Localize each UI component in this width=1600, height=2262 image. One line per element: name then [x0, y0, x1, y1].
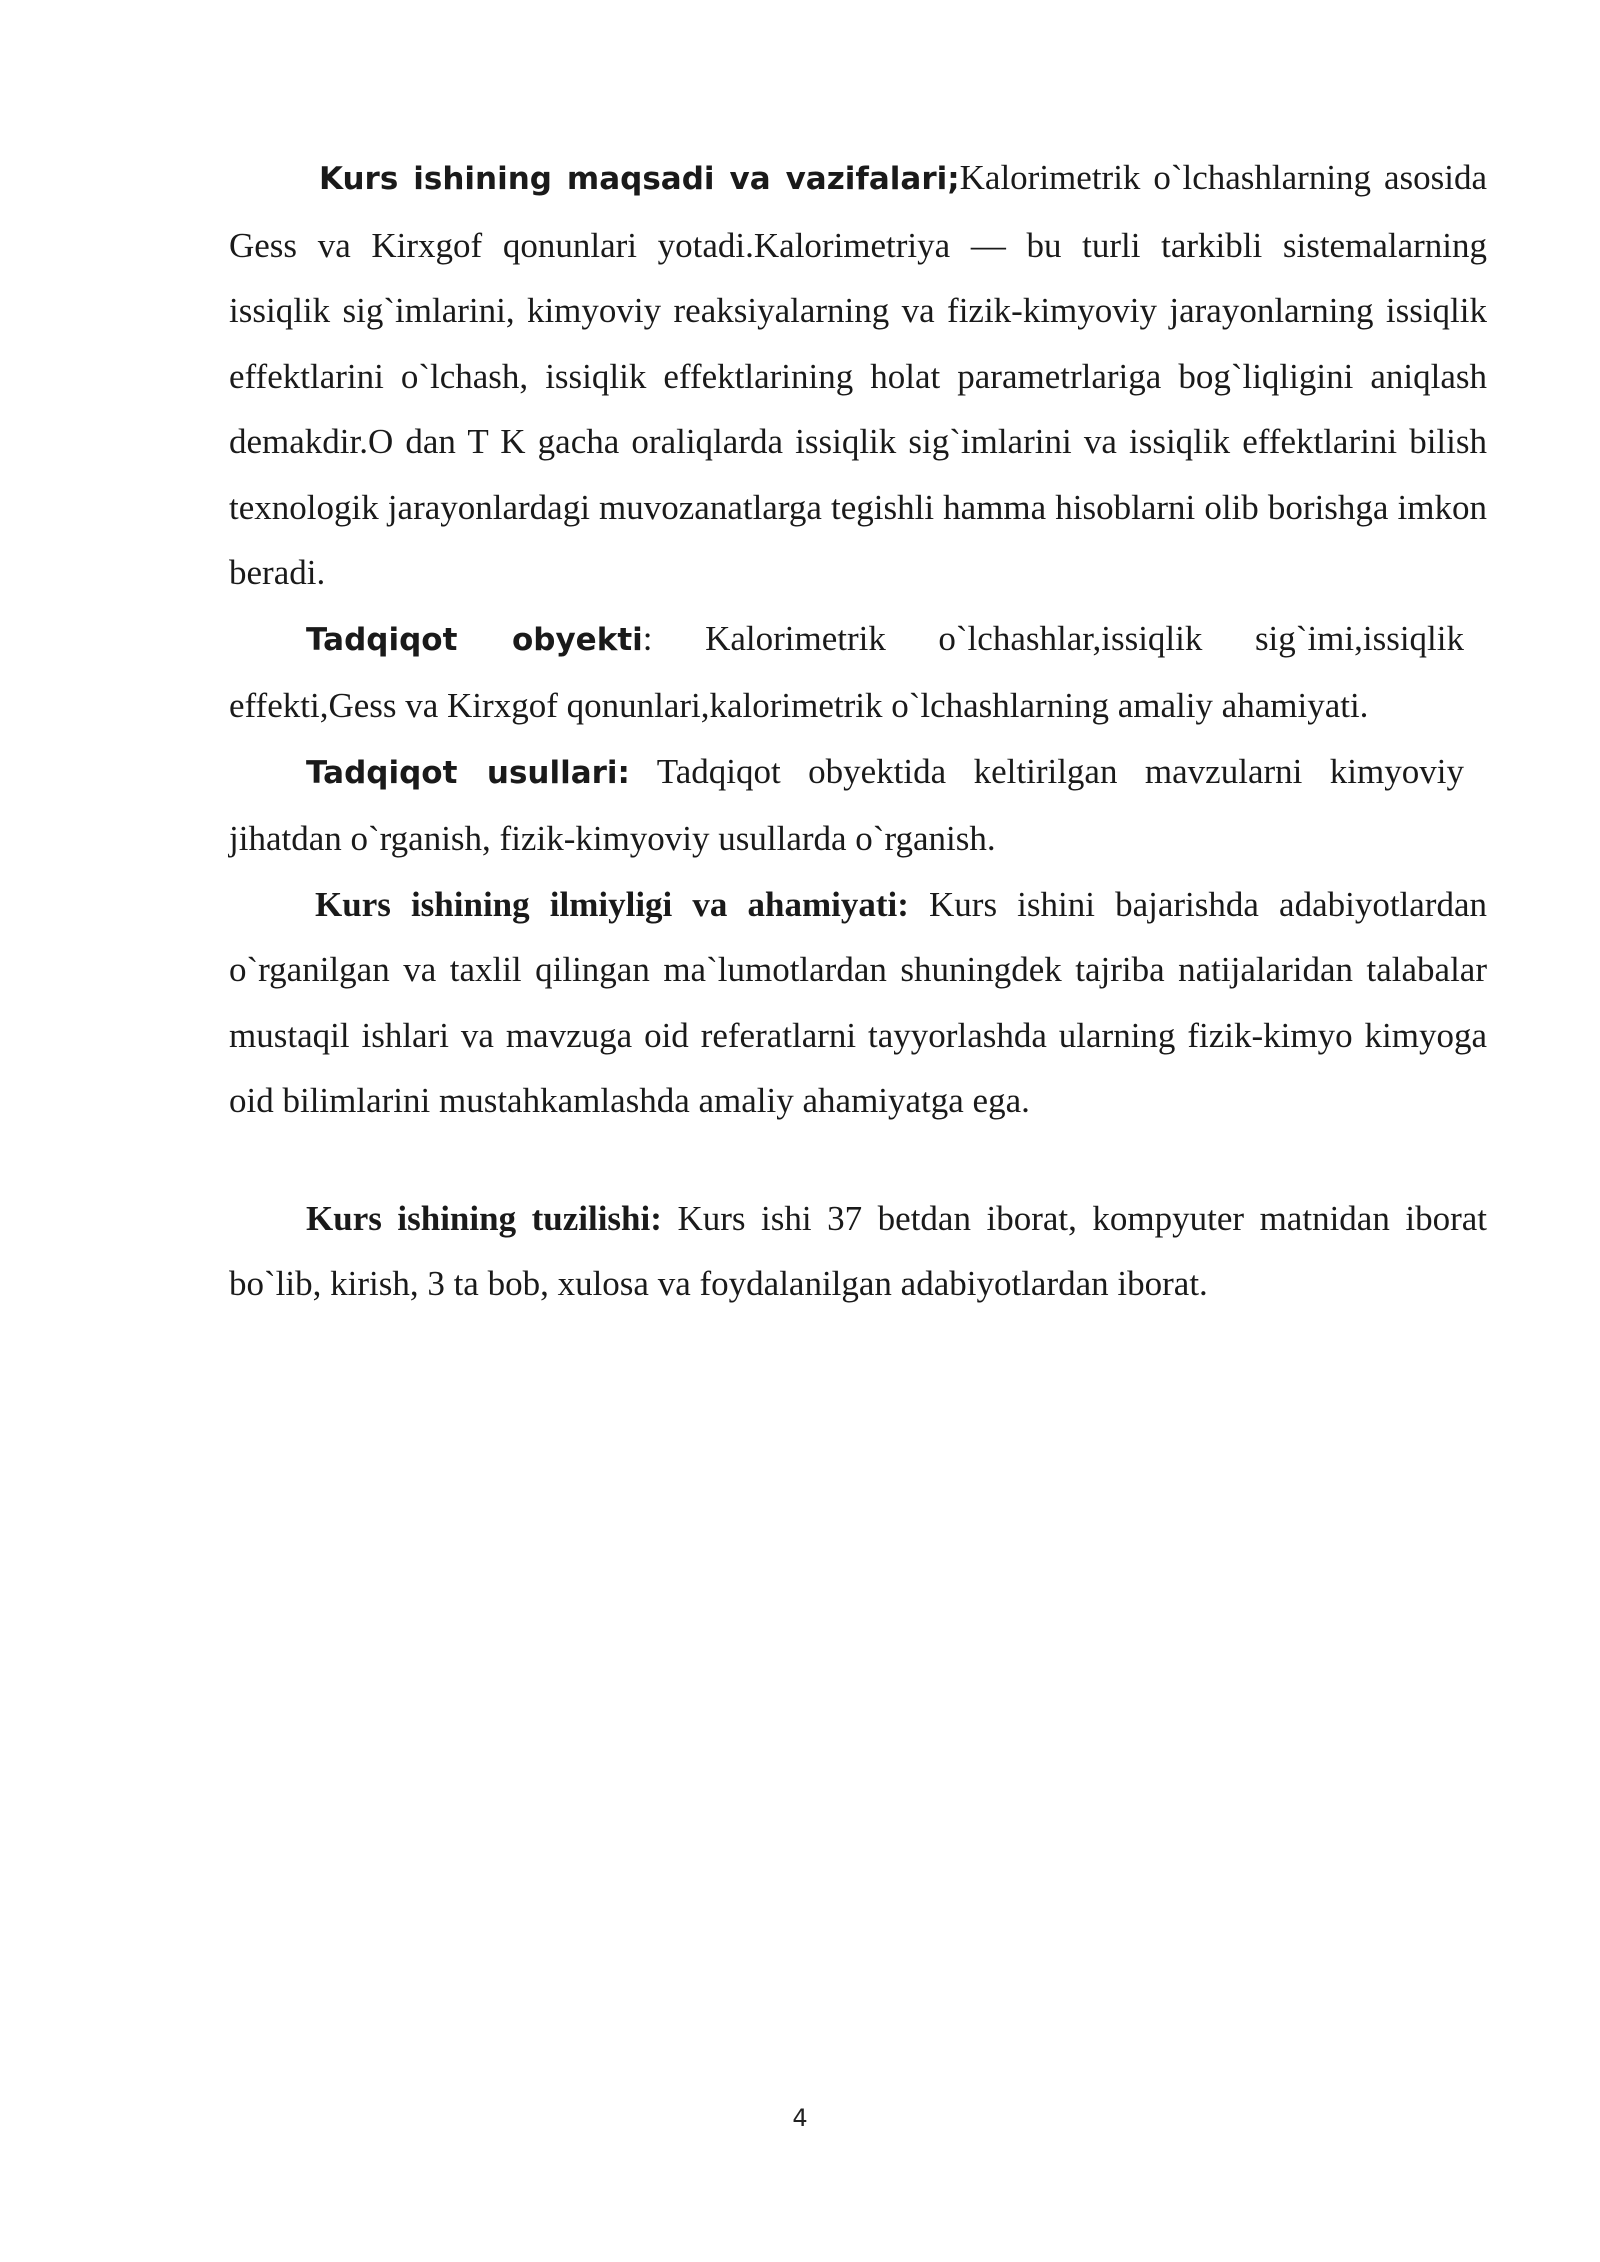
paragraph-research-methods — [229, 739, 1464, 872]
page-number: 4 — [792, 2104, 808, 2132]
paragraph-research-object-label: Tadqiqot obyekti — [306, 621, 643, 658]
paragraph-structure-label: Kurs ishining tuzilishi: — [306, 1198, 662, 1238]
paragraph-research-methods-label: Tadqiqot usullari: — [306, 754, 630, 791]
paragraph-structure — [229, 1186, 1487, 1317]
paragraph-research-object-text: : Kalorimetrik o`lchashlar,issiqlik sig`imi,issiqlik effekti,Gess va Kirxgof qonunlari,kalorimetrik o`lchashlarning amaliy ahamiyati. — [229, 618, 1464, 725]
paragraph-significance-label: Kurs ishining ilmiyligi va ahamiyati: — [315, 884, 909, 924]
paragraph-goals — [229, 145, 1487, 606]
paragraph-significance — [229, 872, 1487, 1134]
paragraph-research-methods-text: Tadqiqot obyektida keltirilgan mavzularni kimyoviy jihatdan o`rganish, fizik-kimyoviy usullarda o`rganish. — [229, 751, 1464, 858]
paragraph-research-object — [229, 606, 1464, 739]
paragraph-structure-text: Kurs ishi 37 betdan iborat, kompyuter matnidan iborat bo`lib, kirish, 3 ta bob, xulosa va foydalanilgan adabiyotlardan iborat. — [229, 1198, 1488, 1303]
paragraph-significance-text: Kurs ishini bajarishda adabiyotlardan o`rganilgan va taxlil qilingan ma`lumotlardan shuningdek tajriba natijalaridan talabalar mustaqil ishlari va mavzuga oid referatlarni tayyorlashda ularning fizik-kimyo kimyoga oid bilimlarini mustahkamlashda amaliy ahamiyatga ega. — [229, 884, 1487, 1120]
paragraph-goals-text: Kalorimetrik o`lchashlarning asosida Gess va Kirxgof qonunlari yotadi.Kalorimetriya — bu turli tarkibli sistemalarning issiqlik sig`imlarini, kimyoviy reaksiyalarning va fizik-kimyoviy jarayonlarning issiqlik effektlarini o`lchash, issiqlik effektlarining holat parametrlariga bog`liqligini aniqlash demakdir.O dan T K gacha oraliqlarda issiqlik sig`imlarini va issiqlik effektlarini bilish texnologik jarayonlardagi muvozanatlarga tegishli hamma hisoblarni olib borishga imkon beradi. — [229, 158, 1487, 592]
paragraph-goals-label: Kurs ishining maqsadi va vazifalari; — [319, 161, 960, 197]
document-body — [229, 145, 1487, 1317]
